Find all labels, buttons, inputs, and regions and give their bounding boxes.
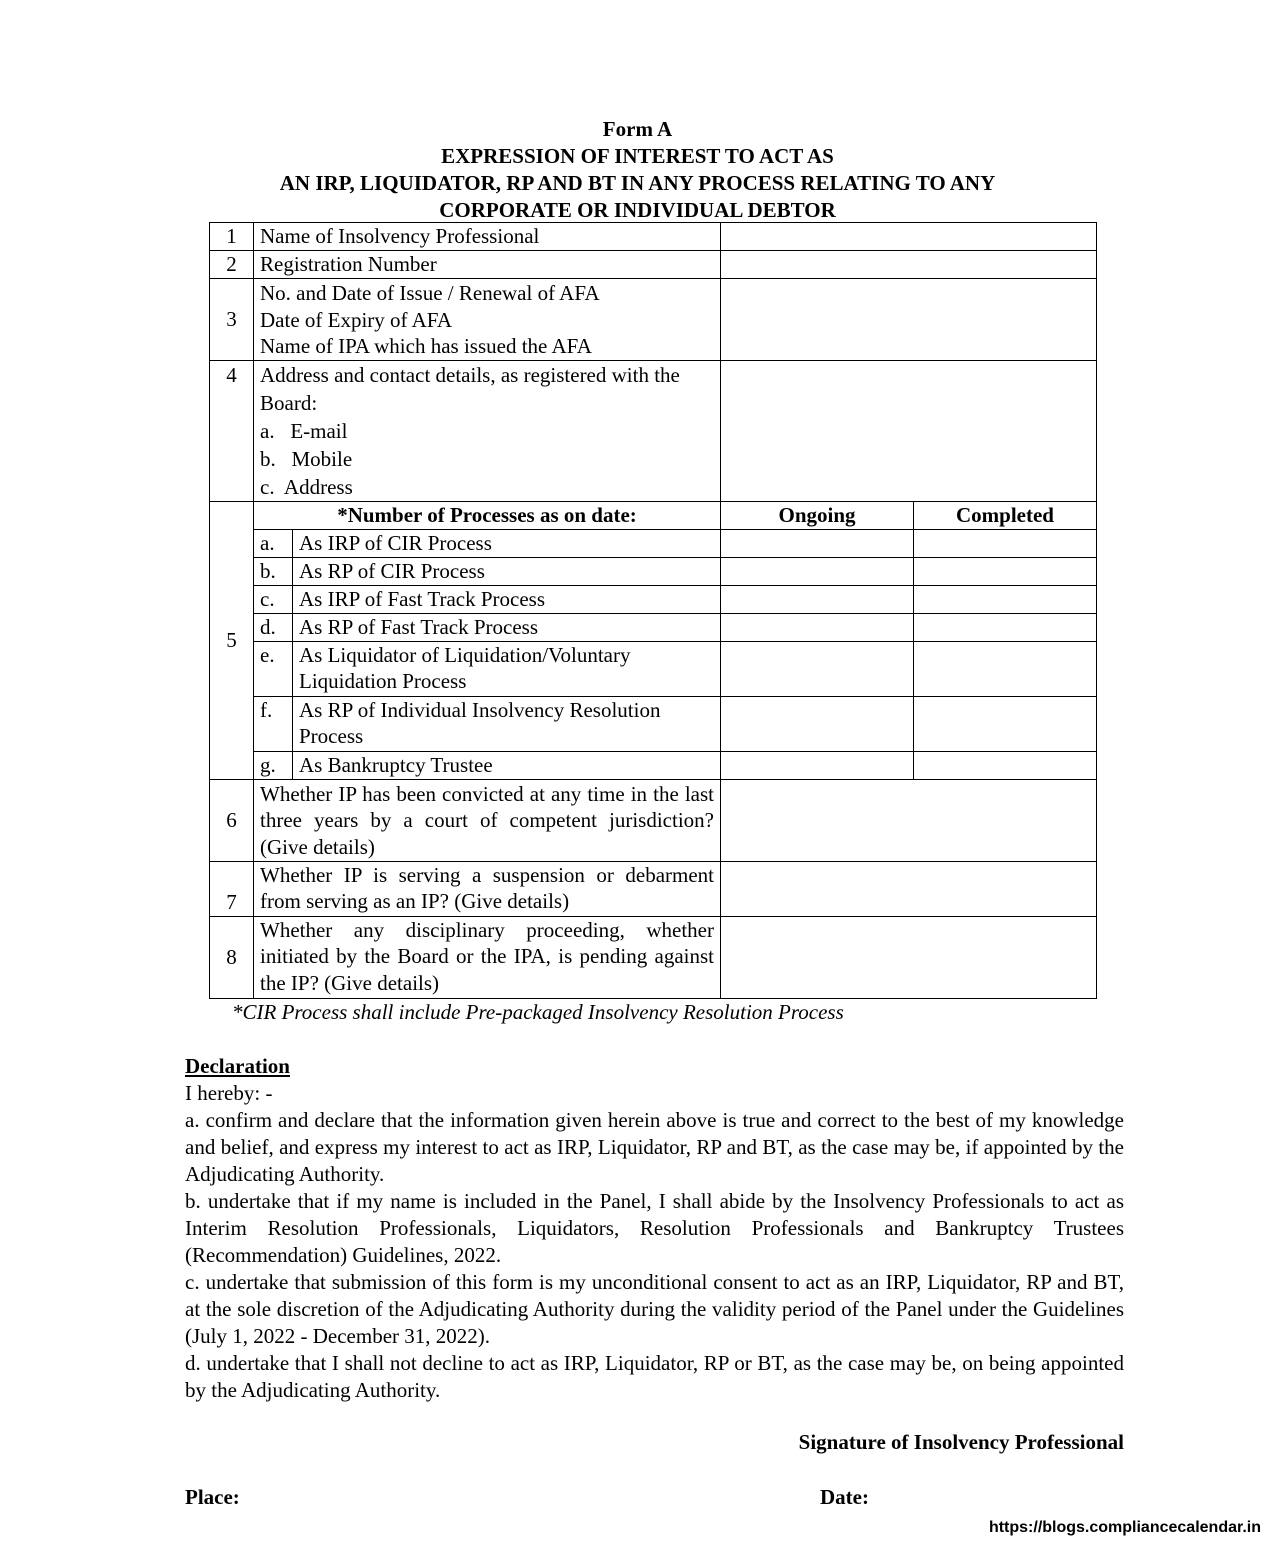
processes-header: *Number of Processes as on date: bbox=[254, 501, 721, 529]
signature-label: Signature of Insolvency Professional bbox=[798, 1430, 1124, 1454]
name-value-field[interactable] bbox=[721, 223, 1097, 251]
registration-value-field[interactable] bbox=[721, 251, 1097, 279]
ongoing-cell[interactable] bbox=[721, 613, 914, 641]
completed-cell[interactable] bbox=[914, 557, 1097, 585]
ongoing-cell[interactable] bbox=[721, 696, 914, 751]
table-row bbox=[210, 861, 1097, 916]
item-letter: g. bbox=[254, 751, 293, 779]
completed-cell[interactable] bbox=[914, 613, 1097, 641]
row-label: Registration Number bbox=[254, 251, 721, 279]
afa-issue-label: No. and Date of Issue / Renewal of AFA bbox=[260, 281, 600, 305]
table-row bbox=[210, 529, 1097, 557]
declaration-intro: I hereby: - bbox=[185, 1081, 273, 1105]
item-letter: b. bbox=[254, 557, 293, 585]
conviction-value-field[interactable] bbox=[721, 779, 1097, 861]
table-row bbox=[210, 251, 1097, 279]
item-letter: a. bbox=[254, 529, 293, 557]
afa-expiry-label: Date of Expiry of AFA bbox=[260, 307, 453, 332]
row-label: Name of Insolvency Professional bbox=[254, 223, 721, 251]
email-label: a. E-mail bbox=[260, 418, 348, 443]
place-label: Place: bbox=[185, 1485, 240, 1509]
table-row bbox=[210, 279, 1097, 361]
declaration-heading: Declaration bbox=[185, 1054, 290, 1078]
row-number: 6 bbox=[210, 779, 254, 861]
row-label: Whether IP is serving a suspension or debarment from serving as an IP? (Give details) bbox=[254, 861, 721, 916]
row-number: 4 bbox=[210, 360, 254, 501]
item-letter: f. bbox=[254, 696, 293, 751]
title-line-1: EXPRESSION OF INTEREST TO ACT AS bbox=[441, 144, 834, 168]
completed-cell[interactable] bbox=[914, 585, 1097, 613]
address-label: Address and contact details, as registered with the Board: bbox=[260, 362, 680, 415]
title-line-3: CORPORATE OR INDIVIDUAL DEBTOR bbox=[439, 198, 836, 222]
table-row bbox=[210, 360, 1097, 501]
row-number: 7 bbox=[210, 861, 254, 916]
ongoing-cell[interactable] bbox=[721, 557, 914, 585]
completed-header: Completed bbox=[914, 501, 1097, 529]
declaration-item-c: c. undertake that submission of this form is my unconditional consent to act as an IRP, Liquidator, RP and BT, at the sole discretion of the Adjudicating Authority during the validity period of the Panel under the Guidelines (July 1, 2022 - December 31, 2022). bbox=[185, 1270, 1124, 1348]
process-label: As RP of Fast Track Process bbox=[293, 613, 721, 641]
table-row bbox=[210, 557, 1097, 585]
row-label bbox=[254, 279, 721, 361]
item-letter: d. bbox=[254, 613, 293, 641]
address-sub-label: c. Address bbox=[260, 474, 353, 499]
suspension-value-field[interactable] bbox=[721, 861, 1097, 916]
table-row bbox=[210, 916, 1097, 998]
table-row bbox=[210, 501, 1097, 529]
table-row bbox=[210, 585, 1097, 613]
table-row bbox=[210, 613, 1097, 641]
table-row bbox=[210, 223, 1097, 251]
completed-cell[interactable] bbox=[914, 529, 1097, 557]
ongoing-cell[interactable] bbox=[721, 641, 914, 696]
table-row bbox=[210, 696, 1097, 751]
item-letter: e. bbox=[254, 641, 293, 696]
date-label: Date: bbox=[820, 1485, 869, 1509]
contact-value-field[interactable] bbox=[721, 360, 1097, 501]
row-number: 8 bbox=[210, 916, 254, 998]
ongoing-cell[interactable] bbox=[721, 751, 914, 779]
afa-value-field[interactable] bbox=[721, 279, 1097, 361]
cir-footnote: *CIR Process shall include Pre-packaged Insolvency Resolution Process bbox=[232, 1000, 844, 1024]
process-label: As Bankruptcy Trustee bbox=[293, 751, 721, 779]
row-number: 5 bbox=[210, 501, 254, 779]
mobile-label: b. Mobile bbox=[260, 446, 353, 471]
form-name: Form A bbox=[602, 117, 673, 141]
process-label: As Liquidator of Liquidation/Voluntary Liquidation Process bbox=[293, 641, 721, 696]
title-line-2: AN IRP, LIQUIDATOR, RP AND BT IN ANY PROCESS RELATING TO ANY bbox=[279, 171, 996, 195]
declaration-item-a: a. confirm and declare that the information given herein above is true and correct to the best of my knowledge and belief, and express my interest to act as IRP, Liquidator, RP and BT, as the case may be, if appointed by the Adjudicating Authority. bbox=[185, 1108, 1124, 1186]
process-label: As IRP of Fast Track Process bbox=[293, 585, 721, 613]
declaration-item-d: d. undertake that I shall not decline to act as IRP, Liquidator, RP or BT, as the case may be, on being appointed by the Adjudicating Authority. bbox=[185, 1351, 1124, 1402]
row-label: Whether IP has been convicted at any time in the last three years by a court of competent jurisdiction? (Give details) bbox=[254, 779, 721, 861]
table-row bbox=[210, 641, 1097, 696]
table-row bbox=[210, 751, 1097, 779]
afa-ipa-label: Name of IPA which has issued the AFA bbox=[260, 334, 592, 358]
declaration-section bbox=[185, 1053, 1124, 1404]
disciplinary-value-field[interactable] bbox=[721, 916, 1097, 998]
process-label: As IRP of CIR Process bbox=[293, 529, 721, 557]
process-label: As RP of Individual Insolvency Resolution Process bbox=[293, 696, 721, 751]
completed-cell[interactable] bbox=[914, 641, 1097, 696]
declaration-item-b: b. undertake that if my name is included in the Panel, I shall abide by the Insolvency Professionals to act as Interim Resolution Professionals, Liquidators, Resolution Professionals and Bankruptcy Trustees (Recommendation) Guidelines, 2022. bbox=[185, 1189, 1124, 1267]
row-number: 1 bbox=[210, 223, 254, 251]
row-number: 2 bbox=[210, 251, 254, 279]
process-label: As RP of CIR Process bbox=[293, 557, 721, 585]
ongoing-cell[interactable] bbox=[721, 585, 914, 613]
completed-cell[interactable] bbox=[914, 696, 1097, 751]
expression-of-interest-table bbox=[209, 222, 1097, 999]
item-letter: c. bbox=[254, 585, 293, 613]
ongoing-header: Ongoing bbox=[721, 501, 914, 529]
ongoing-cell[interactable] bbox=[721, 529, 914, 557]
completed-cell[interactable] bbox=[914, 751, 1097, 779]
table-row bbox=[210, 779, 1097, 861]
watermark-url: https://blogs.compliancecalendar.in bbox=[988, 1519, 1261, 1536]
row-number: 3 bbox=[210, 279, 254, 361]
form-title-block bbox=[0, 116, 1275, 224]
row-label: Whether any disciplinary proceeding, whether initiated by the Board or the IPA, is pending against the IP? (Give details) bbox=[254, 916, 721, 998]
row-label bbox=[254, 360, 721, 501]
